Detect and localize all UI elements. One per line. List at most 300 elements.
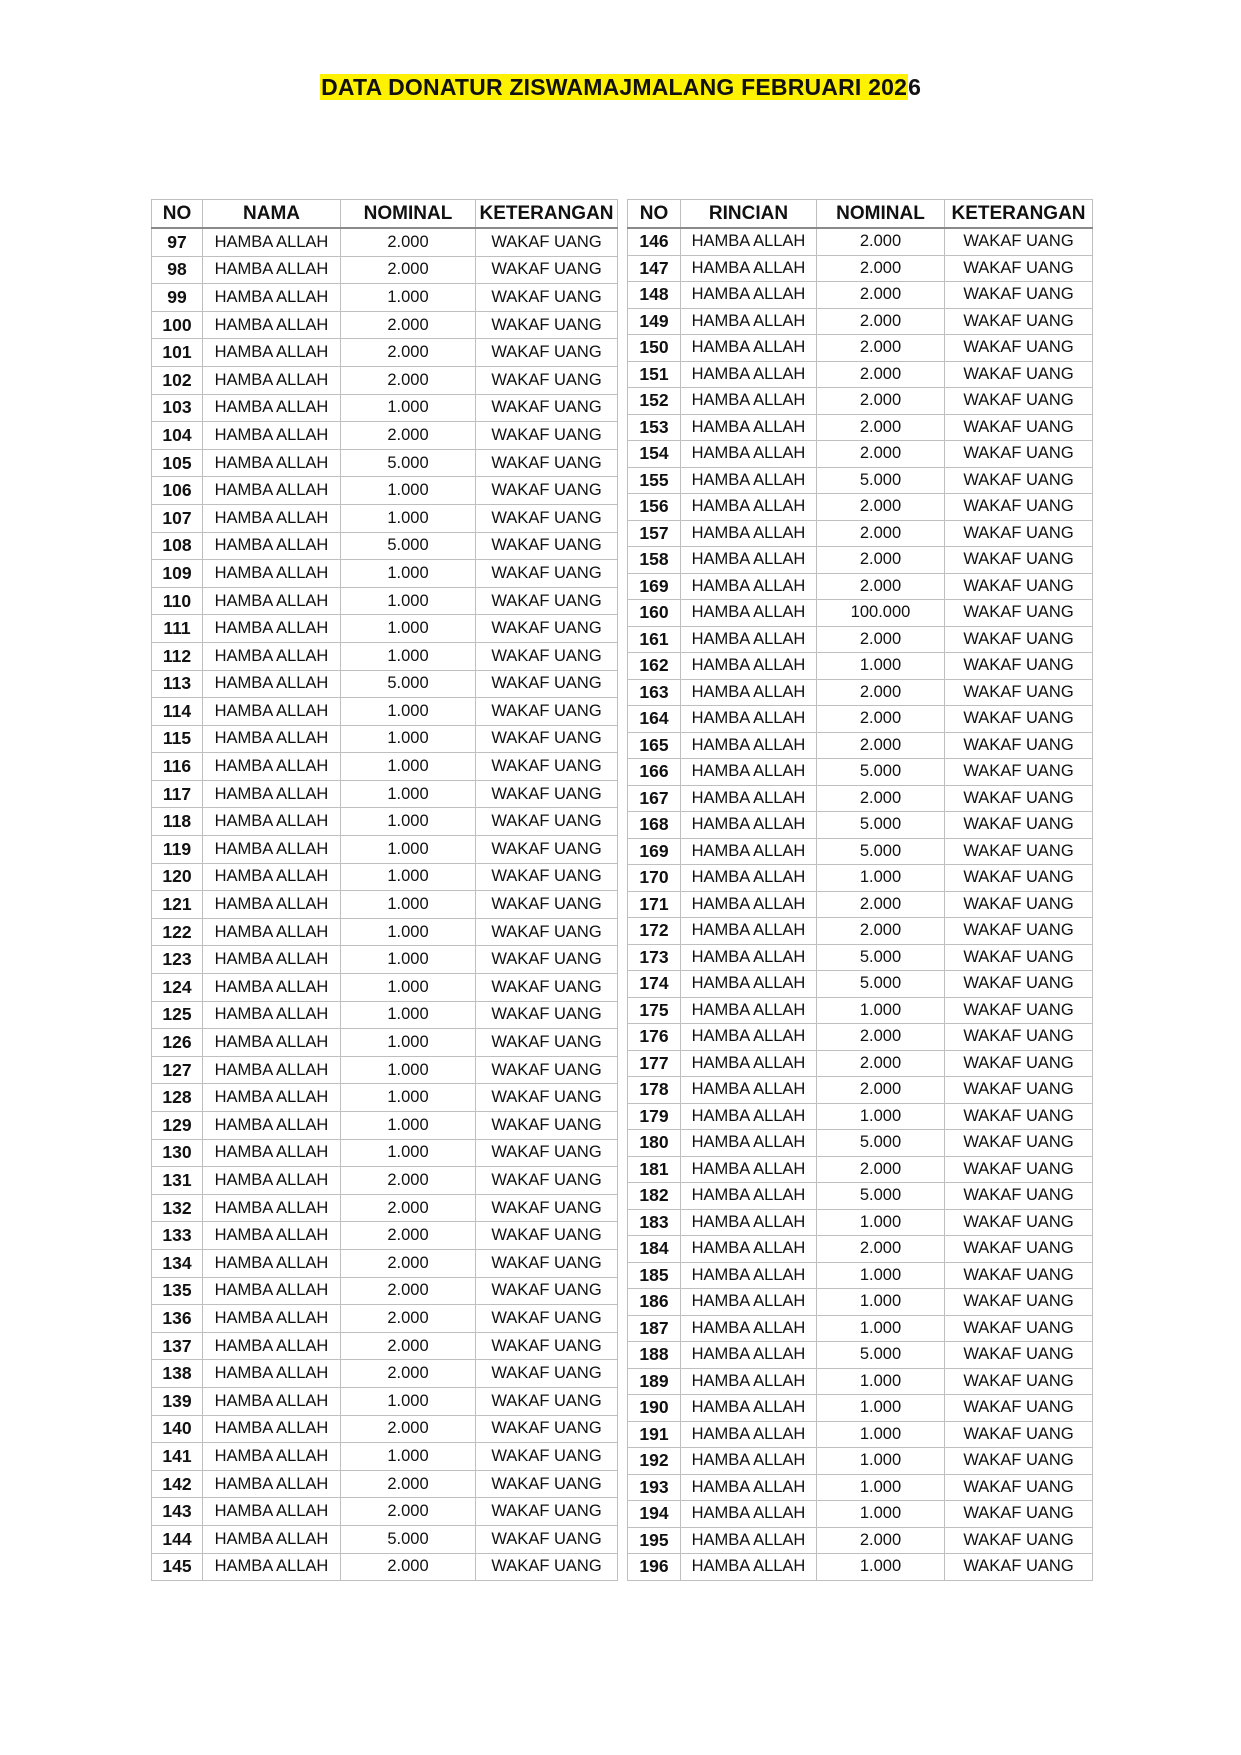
cell-nominal: 1.000 [341,1139,476,1167]
donor-table-left-header [152,200,618,229]
table-row [152,918,618,946]
table-row [152,946,618,974]
table-row [628,759,1093,786]
cell-no: 122 [152,918,203,946]
cell-name: HAMBA ALLAH [681,971,817,998]
cell-keterangan: WAKAF UANG [476,1194,618,1222]
cell-nominal: 2.000 [341,1277,476,1305]
cell-keterangan: WAKAF UANG [476,477,618,505]
cell-no: 118 [152,808,203,836]
cell-name: HAMBA ALLAH [681,494,817,521]
cell-keterangan: WAKAF UANG [476,1084,618,1112]
cell-name: HAMBA ALLAH [681,918,817,945]
cell-keterangan: WAKAF UANG [476,1525,618,1553]
cell-name: HAMBA ALLAH [203,504,341,532]
cell-no: 165 [628,732,681,759]
cell-keterangan: WAKAF UANG [476,1001,618,1029]
cell-nominal: 2.000 [817,388,945,415]
cell-no: 174 [628,971,681,998]
table-row [152,587,618,615]
cell-name: HAMBA ALLAH [203,1387,341,1415]
cell-name: HAMBA ALLAH [203,836,341,864]
table-row [628,228,1093,255]
cell-name: HAMBA ALLAH [203,1360,341,1388]
table-row [628,1130,1093,1157]
cell-name: HAMBA ALLAH [203,1084,341,1112]
cell-no: 169 [628,838,681,865]
table-row [628,494,1093,521]
table-row [152,891,618,919]
cell-no: 98 [152,256,203,284]
cell-keterangan: WAKAF UANG [945,865,1093,892]
cell-keterangan: WAKAF UANG [945,414,1093,441]
cell-name: HAMBA ALLAH [681,1368,817,1395]
cell-keterangan: WAKAF UANG [476,1470,618,1498]
cell-name: HAMBA ALLAH [203,670,341,698]
cell-no: 102 [152,366,203,394]
cell-no: 169 [628,573,681,600]
cell-no: 130 [152,1139,203,1167]
table-row [152,394,618,422]
cell-nominal: 2.000 [341,1360,476,1388]
cell-name: HAMBA ALLAH [681,706,817,733]
table-row [628,1368,1093,1395]
cell-keterangan: WAKAF UANG [476,587,618,615]
cell-no: 195 [628,1527,681,1554]
donor-table-right [627,199,1093,1581]
table-row [152,449,618,477]
cell-no: 163 [628,679,681,706]
cell-no: 155 [628,467,681,494]
table-row [152,284,618,312]
cell-name: HAMBA ALLAH [203,587,341,615]
table-row [628,838,1093,865]
cell-no: 119 [152,836,203,864]
cell-keterangan: WAKAF UANG [945,441,1093,468]
cell-nominal: 2.000 [341,1249,476,1277]
cell-keterangan: WAKAF UANG [945,759,1093,786]
table-row [152,1332,618,1360]
table-row [152,780,618,808]
cell-name: HAMBA ALLAH [681,759,817,786]
cell-no: 114 [152,698,203,726]
cell-nominal: 2.000 [817,732,945,759]
cell-name: HAMBA ALLAH [203,256,341,284]
cell-nominal: 2.000 [341,311,476,339]
cell-keterangan: WAKAF UANG [945,1130,1093,1157]
cell-nominal: 1.000 [341,615,476,643]
table-row [152,1029,618,1057]
cell-no: 139 [152,1387,203,1415]
cell-name: HAMBA ALLAH [681,335,817,362]
cell-no: 120 [152,863,203,891]
cell-keterangan: WAKAF UANG [476,698,618,726]
cell-no: 176 [628,1024,681,1051]
cell-keterangan: WAKAF UANG [945,891,1093,918]
table-row [628,335,1093,362]
cell-no: 116 [152,753,203,781]
cell-keterangan: WAKAF UANG [476,891,618,919]
table-row [628,520,1093,547]
cell-no: 172 [628,918,681,945]
cell-keterangan: WAKAF UANG [476,1167,618,1195]
cell-nominal: 2.000 [817,679,945,706]
cell-nominal: 5.000 [341,532,476,560]
cell-nominal: 2.000 [817,573,945,600]
table-row [152,1305,618,1333]
cell-name: HAMBA ALLAH [681,997,817,1024]
table-row [152,808,618,836]
cell-nominal: 2.000 [341,1167,476,1195]
cell-keterangan: WAKAF UANG [945,1448,1093,1475]
table-row [152,642,618,670]
cell-name: HAMBA ALLAH [681,785,817,812]
cell-no: 138 [152,1360,203,1388]
cell-keterangan: WAKAF UANG [476,1415,618,1443]
cell-no: 191 [628,1421,681,1448]
cell-keterangan: WAKAF UANG [476,394,618,422]
cell-nominal: 2.000 [817,1077,945,1104]
table-row [152,836,618,864]
cell-keterangan: WAKAF UANG [476,615,618,643]
cell-name: HAMBA ALLAH [681,891,817,918]
cell-name: HAMBA ALLAH [203,1249,341,1277]
cell-no: 106 [152,477,203,505]
cell-name: HAMBA ALLAH [203,753,341,781]
table-row [628,1474,1093,1501]
cell-name: HAMBA ALLAH [681,1103,817,1130]
cell-keterangan: WAKAF UANG [945,520,1093,547]
cell-nominal: 2.000 [817,520,945,547]
table-row [152,1084,618,1112]
cell-no: 117 [152,780,203,808]
cell-nominal: 1.000 [341,504,476,532]
cell-name: HAMBA ALLAH [681,1077,817,1104]
cell-no: 177 [628,1050,681,1077]
cell-name: HAMBA ALLAH [681,1342,817,1369]
table-row [152,311,618,339]
cell-no: 134 [152,1249,203,1277]
cell-nominal: 2.000 [341,1194,476,1222]
cell-no: 178 [628,1077,681,1104]
cell-name: HAMBA ALLAH [681,1501,817,1528]
cell-no: 107 [152,504,203,532]
cell-nominal: 1.000 [341,753,476,781]
cell-nominal: 5.000 [817,812,945,839]
cell-name: HAMBA ALLAH [203,1029,341,1057]
table-row [628,1342,1093,1369]
cell-no: 136 [152,1305,203,1333]
cell-keterangan: WAKAF UANG [945,1315,1093,1342]
cell-name: HAMBA ALLAH [203,228,341,256]
cell-no: 185 [628,1262,681,1289]
cell-nominal: 2.000 [341,339,476,367]
table-row [152,1498,618,1526]
header-nominal: NOMINAL [817,200,945,229]
cell-name: HAMBA ALLAH [203,1167,341,1195]
cell-keterangan: WAKAF UANG [476,311,618,339]
cell-no: 129 [152,1112,203,1140]
cell-no: 127 [152,1056,203,1084]
cell-nominal: 1.000 [817,1395,945,1422]
cell-no: 164 [628,706,681,733]
cell-nominal: 5.000 [817,1183,945,1210]
table-row [152,532,618,560]
cell-nominal: 1.000 [341,808,476,836]
cell-name: HAMBA ALLAH [203,615,341,643]
cell-no: 144 [152,1525,203,1553]
cell-no: 184 [628,1236,681,1263]
cell-no: 162 [628,653,681,680]
cell-name: HAMBA ALLAH [203,1332,341,1360]
cell-nominal: 2.000 [341,228,476,256]
cell-keterangan: WAKAF UANG [476,560,618,588]
cell-no: 146 [628,228,681,255]
cell-nominal: 1.000 [817,653,945,680]
table-row [628,626,1093,653]
cell-name: HAMBA ALLAH [203,477,341,505]
table-row [152,1249,618,1277]
cell-nominal: 5.000 [817,1130,945,1157]
cell-keterangan: WAKAF UANG [945,308,1093,335]
cell-name: HAMBA ALLAH [203,394,341,422]
cell-nominal: 1.000 [817,1448,945,1475]
cell-name: HAMBA ALLAH [681,679,817,706]
table-row [628,1103,1093,1130]
header-no: NO [628,200,681,229]
table-row [152,1139,618,1167]
cell-nominal: 2.000 [817,547,945,574]
table-row [628,891,1093,918]
cell-no: 182 [628,1183,681,1210]
cell-nominal: 1.000 [341,1001,476,1029]
cell-name: HAMBA ALLAH [681,1024,817,1051]
cell-nominal: 2.000 [341,422,476,450]
document-title-tail: 6 [908,74,921,100]
cell-name: HAMBA ALLAH [681,812,817,839]
header-no: NO [152,200,203,229]
cell-keterangan: WAKAF UANG [945,1103,1093,1130]
cell-keterangan: WAKAF UANG [476,1360,618,1388]
table-row [152,670,618,698]
cell-name: HAMBA ALLAH [203,725,341,753]
cell-no: 181 [628,1156,681,1183]
cell-nominal: 5.000 [817,838,945,865]
cell-name: HAMBA ALLAH [203,1443,341,1471]
cell-no: 196 [628,1554,681,1581]
table-row [628,812,1093,839]
cell-nominal: 2.000 [817,1156,945,1183]
table-row [152,560,618,588]
cell-no: 158 [628,547,681,574]
cell-name: HAMBA ALLAH [681,1421,817,1448]
cell-nominal: 5.000 [817,759,945,786]
cell-name: HAMBA ALLAH [203,1525,341,1553]
table-row [628,361,1093,388]
table-row [628,388,1093,415]
cell-name: HAMBA ALLAH [203,946,341,974]
cell-no: 112 [152,642,203,670]
cell-nominal: 1.000 [341,1443,476,1471]
cell-keterangan: WAKAF UANG [945,653,1093,680]
cell-nominal: 1.000 [817,1315,945,1342]
cell-keterangan: WAKAF UANG [476,946,618,974]
cell-nominal: 1.000 [341,1112,476,1140]
table-row [152,1112,618,1140]
cell-name: HAMBA ALLAH [681,573,817,600]
table-row [152,615,618,643]
cell-no: 105 [152,449,203,477]
cell-name: HAMBA ALLAH [681,838,817,865]
cell-keterangan: WAKAF UANG [945,228,1093,255]
table-row [628,600,1093,627]
cell-name: HAMBA ALLAH [203,366,341,394]
cell-keterangan: WAKAF UANG [476,339,618,367]
cell-nominal: 1.000 [341,891,476,919]
table-row [152,1443,618,1471]
header-keterangan: KETERANGAN [476,200,618,229]
cell-no: 175 [628,997,681,1024]
cell-keterangan: WAKAF UANG [476,725,618,753]
cell-no: 187 [628,1315,681,1342]
cell-keterangan: WAKAF UANG [476,670,618,698]
cell-keterangan: WAKAF UANG [476,1112,618,1140]
cell-nominal: 1.000 [817,1262,945,1289]
cell-keterangan: WAKAF UANG [476,1222,618,1250]
cell-name: HAMBA ALLAH [203,1415,341,1443]
cell-nominal: 2.000 [817,1527,945,1554]
table-row [152,422,618,450]
cell-no: 147 [628,255,681,282]
cell-keterangan: WAKAF UANG [476,422,618,450]
table-row [628,1289,1093,1316]
cell-nominal: 2.000 [817,441,945,468]
cell-nominal: 2.000 [341,1415,476,1443]
cell-no: 173 [628,944,681,971]
cell-keterangan: WAKAF UANG [945,1262,1093,1289]
cell-name: HAMBA ALLAH [203,1277,341,1305]
cell-keterangan: WAKAF UANG [476,449,618,477]
cell-nominal: 2.000 [817,1050,945,1077]
cell-name: HAMBA ALLAH [203,808,341,836]
cell-name: HAMBA ALLAH [203,780,341,808]
cell-name: HAMBA ALLAH [203,1222,341,1250]
cell-no: 128 [152,1084,203,1112]
cell-no: 171 [628,891,681,918]
table-row [152,863,618,891]
cell-nominal: 1.000 [341,918,476,946]
table-row [628,1421,1093,1448]
cell-nominal: 1.000 [817,1209,945,1236]
table-row [152,1056,618,1084]
cell-keterangan: WAKAF UANG [945,626,1093,653]
cell-keterangan: WAKAF UANG [945,732,1093,759]
cell-keterangan: WAKAF UANG [945,388,1093,415]
cell-keterangan: WAKAF UANG [945,1050,1093,1077]
cell-keterangan: WAKAF UANG [945,706,1093,733]
cell-nominal: 2.000 [817,282,945,309]
cell-name: HAMBA ALLAH [681,865,817,892]
cell-no: 101 [152,339,203,367]
cell-keterangan: WAKAF UANG [945,1527,1093,1554]
cell-nominal: 1.000 [817,1103,945,1130]
cell-name: HAMBA ALLAH [203,339,341,367]
cell-no: 153 [628,414,681,441]
donor-table-left-body [152,228,618,1581]
table-row [628,441,1093,468]
cell-name: HAMBA ALLAH [681,1289,817,1316]
cell-name: HAMBA ALLAH [203,698,341,726]
cell-no: 152 [628,388,681,415]
cell-no: 123 [152,946,203,974]
cell-name: HAMBA ALLAH [203,1305,341,1333]
table-row [152,698,618,726]
cell-nominal: 1.000 [341,394,476,422]
cell-nominal: 5.000 [817,1342,945,1369]
cell-keterangan: WAKAF UANG [945,1024,1093,1051]
cell-name: HAMBA ALLAH [203,532,341,560]
cell-name: HAMBA ALLAH [681,282,817,309]
cell-no: 149 [628,308,681,335]
cell-keterangan: WAKAF UANG [945,335,1093,362]
cell-keterangan: WAKAF UANG [945,282,1093,309]
cell-nominal: 1.000 [341,780,476,808]
cell-name: HAMBA ALLAH [203,974,341,1002]
table-row [152,1167,618,1195]
cell-nominal: 2.000 [817,308,945,335]
cell-name: HAMBA ALLAH [681,1236,817,1263]
cell-nominal: 1.000 [817,1474,945,1501]
cell-nominal: 5.000 [341,670,476,698]
table-row [628,467,1093,494]
table-row [628,997,1093,1024]
cell-no: 113 [152,670,203,698]
cell-no: 97 [152,228,203,256]
cell-keterangan: WAKAF UANG [945,361,1093,388]
table-row [628,573,1093,600]
header-row [628,200,1093,229]
cell-nominal: 2.000 [817,494,945,521]
table-row [628,255,1093,282]
table-row [152,1470,618,1498]
header-rincian: RINCIAN [681,200,817,229]
cell-nominal: 2.000 [817,706,945,733]
cell-nominal: 2.000 [817,255,945,282]
cell-no: 188 [628,1342,681,1369]
cell-no: 161 [628,626,681,653]
cell-keterangan: WAKAF UANG [476,1553,618,1581]
cell-no: 100 [152,311,203,339]
table-row [152,1415,618,1443]
cell-name: HAMBA ALLAH [681,600,817,627]
cell-nominal: 100.000 [817,600,945,627]
table-row [152,256,618,284]
cell-name: HAMBA ALLAH [681,944,817,971]
cell-keterangan: WAKAF UANG [476,974,618,1002]
cell-nominal: 1.000 [817,1368,945,1395]
table-row [152,1001,618,1029]
table-row [152,725,618,753]
cell-no: 132 [152,1194,203,1222]
cell-keterangan: WAKAF UANG [945,944,1093,971]
cell-no: 170 [628,865,681,892]
cell-name: HAMBA ALLAH [681,1183,817,1210]
cell-name: HAMBA ALLAH [681,1262,817,1289]
cell-keterangan: WAKAF UANG [945,1156,1093,1183]
cell-nominal: 5.000 [341,449,476,477]
cell-keterangan: WAKAF UANG [945,1077,1093,1104]
cell-nominal: 2.000 [817,891,945,918]
